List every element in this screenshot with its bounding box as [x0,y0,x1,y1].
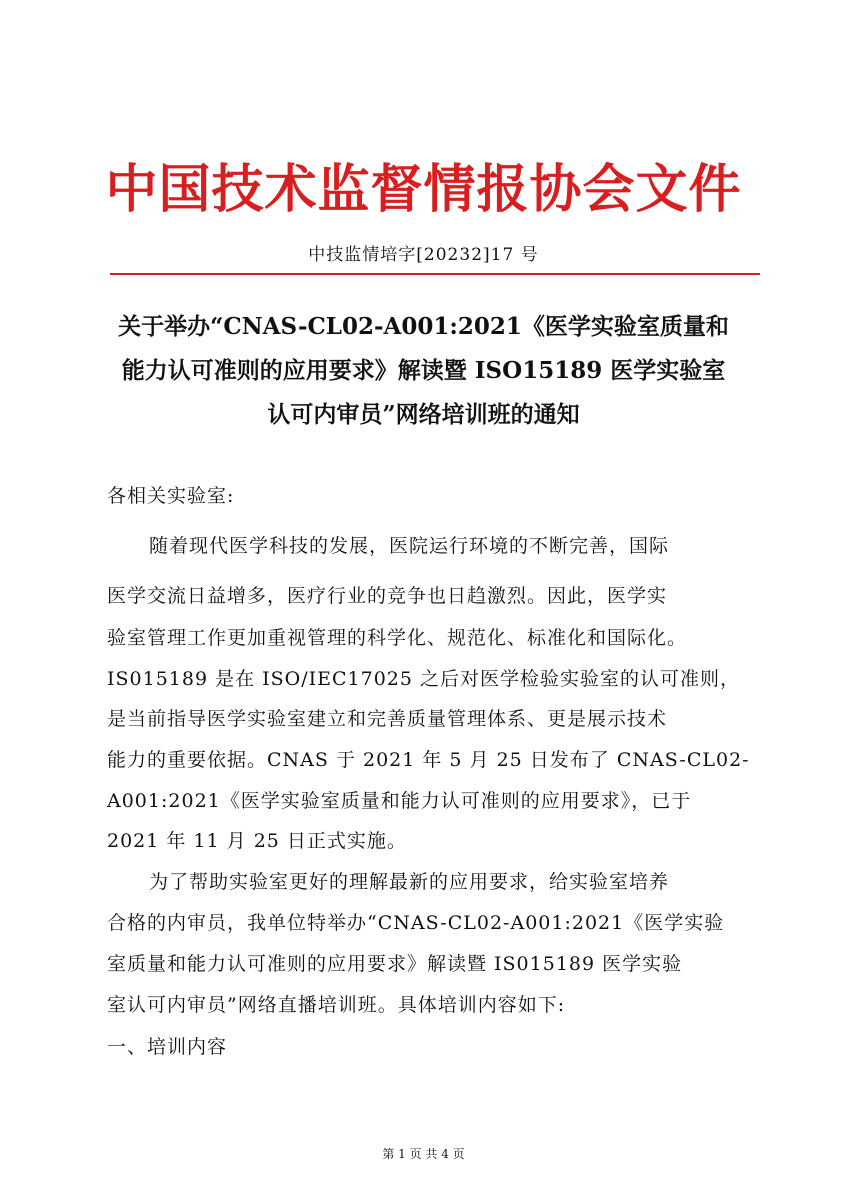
paragraph-1-line-5: 是当前指导医学实验室建立和完善质量管理体系、更是展示技术 [107,708,668,730]
section-1-heading: 一、培训内容 [107,1036,228,1058]
paragraph-1-line-7: A001:2021《医学实验室质量和能力认可准则的应用要求》，已于 [107,790,692,812]
paragraph-1-line-4: IS015189 是在 ISO/IEC17025 之后对医学检验实验室的认可准则， [107,668,741,690]
paragraph-1-line-3: 验室管理工作更加重视管理的科学化、规范化、标准化和国际化。 [107,627,688,649]
document-number: 中技监情培字[20232]17 号 [308,245,539,265]
page-indicator: 第 1 页 共 4 页 [382,1147,465,1161]
paragraph-1-line-6: 能力的重要依据。CNAS 于 2021 年 5 月 25 日发布了 CNAS-CL02- [107,749,750,771]
paragraph-2-line-1: 为了帮助实验室更好的理解最新的应用要求，给实验室培养 [149,871,670,893]
notice-title-line-3: 认可内审员”网络培训班的通知 [267,401,580,428]
header-divider [110,273,760,275]
paragraph-2-line-3: 室质量和能力认可准则的应用要求》解读暨 IS015189 医学实验 [107,953,683,975]
notice-title-line-1: 关于举办“CNAS-CL02-A001:2021《医学实验室质量和 [118,313,729,340]
notice-title-line-2: 能力认可准则的应用要求》解读暨 ISO15189 医学实验室 [121,357,726,384]
paragraph-2-line-2: 合格的内审员，我单位特举办“CNAS-CL02-A001:2021《医学实验 [107,912,725,934]
paragraph-1-line-1: 随着现代医学科技的发展，医院运行环境的不断完善，国际 [149,535,670,557]
document-header-title: 中国技术监督情报协会文件 [105,159,742,220]
paragraph-1-line-2: 医学交流日益增多，医疗行业的竞争也日趋激烈。因此，医学实 [107,585,668,607]
notice-title [90,305,757,437]
paragraph-1-line-8: 2021 年 11 月 25 日正式实施。 [107,830,407,852]
salutation: 各相关实验室: [107,485,235,507]
paragraph-2-line-4: 室认可内审员”网络直播培训班。具体培训内容如下: [107,994,566,1016]
